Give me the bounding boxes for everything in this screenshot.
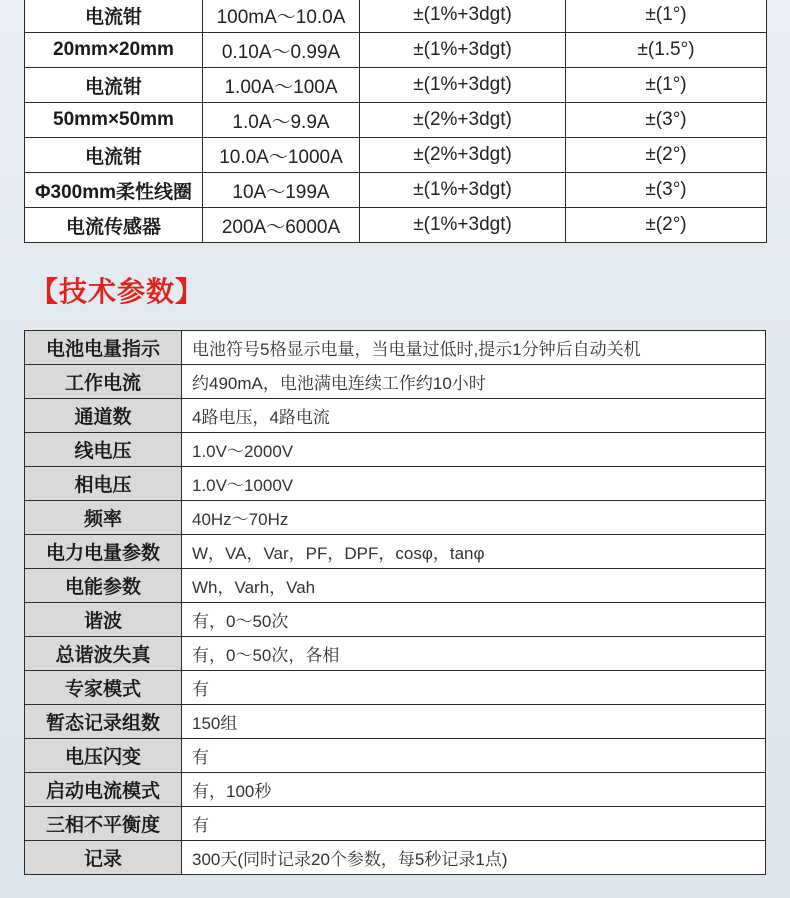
range-cell: 100mA～10.0A	[203, 0, 360, 33]
accuracy-table	[24, 0, 767, 243]
phase-cell: ±(2°)	[566, 138, 767, 173]
table-row	[25, 208, 767, 243]
spec-value: 有，100秒	[182, 773, 766, 807]
phase-cell: ±(1.5°)	[566, 33, 767, 68]
range-cell: 10A～199A	[203, 173, 360, 208]
table-row	[25, 773, 766, 807]
range-cell: 1.00A～100A	[203, 68, 360, 103]
table-row	[25, 173, 767, 208]
table-row	[25, 603, 766, 637]
clamp-name-cell: 20mm×20mm	[25, 33, 203, 68]
clamp-name-cell: 电流钳	[25, 138, 203, 173]
spec-label: 总谐波失真	[25, 637, 182, 671]
clamp-name-cell: 50mm×50mm	[25, 103, 203, 138]
spec-label: 谐波	[25, 603, 182, 637]
spec-value: 电池符号5格显示电量，当电量过低时,提示1分钟后自动关机	[182, 331, 766, 365]
spec-value: 1.0V～1000V	[182, 467, 766, 501]
accuracy-cell: ±(2%+3dgt)	[360, 138, 566, 173]
phase-cell: ±(3°)	[566, 173, 767, 208]
table-row	[25, 68, 767, 103]
table-row	[25, 33, 767, 68]
range-cell: 1.0A～9.9A	[203, 103, 360, 138]
clamp-name-cell: Φ300mm柔性线圈	[25, 173, 203, 208]
table-row	[25, 103, 767, 138]
table-row	[25, 467, 766, 501]
clamp-name-cell: 电流钳	[25, 68, 203, 103]
spec-label: 暂态记录组数	[25, 705, 182, 739]
accuracy-cell: ±(1%+3dgt)	[360, 208, 566, 243]
clamp-name-cell: 电流钳	[25, 0, 203, 33]
table-row	[25, 705, 766, 739]
clamp-name-cell: 电流传感器	[25, 208, 203, 243]
table-row	[25, 671, 766, 705]
spec-value: 150组	[182, 705, 766, 739]
spec-label: 电能参数	[25, 569, 182, 603]
range-cell: 10.0A～1000A	[203, 138, 360, 173]
section-title: 【技术参数】	[30, 276, 205, 307]
spec-label: 电力电量参数	[25, 535, 182, 569]
spec-label: 工作电流	[25, 365, 182, 399]
spec-value: 有	[182, 671, 766, 705]
table-row	[25, 841, 766, 875]
spec-value: 40Hz～70Hz	[182, 501, 766, 535]
spec-label: 电压闪变	[25, 739, 182, 773]
spec-label: 启动电流模式	[25, 773, 182, 807]
table-row	[25, 399, 766, 433]
spec-value: 有	[182, 739, 766, 773]
table-row	[25, 501, 766, 535]
table-row	[25, 138, 767, 173]
spec-label: 专家模式	[25, 671, 182, 705]
spec-value: 有	[182, 807, 766, 841]
phase-cell: ±(3°)	[566, 103, 767, 138]
table-row	[25, 637, 766, 671]
table-row	[25, 365, 766, 399]
spec-value: W，VA，Var，PF，DPF，cosφ，tanφ	[182, 535, 766, 569]
table-row	[25, 569, 766, 603]
table-row	[25, 0, 767, 33]
spec-label: 通道数	[25, 399, 182, 433]
spec-table	[24, 330, 766, 875]
range-cell: 0.10A～0.99A	[203, 33, 360, 68]
phase-cell: ±(1°)	[566, 0, 767, 33]
spec-value: Wh，Varh，Vah	[182, 569, 766, 603]
accuracy-cell: ±(1%+3dgt)	[360, 68, 566, 103]
spec-value: 4路电压，4路电流	[182, 399, 766, 433]
table-row	[25, 331, 766, 365]
spec-label: 记录	[25, 841, 182, 875]
table-row	[25, 433, 766, 467]
accuracy-cell: ±(1%+3dgt)	[360, 0, 566, 33]
range-cell: 200A～6000A	[203, 208, 360, 243]
spec-value: 有，0～50次，各相	[182, 637, 766, 671]
accuracy-cell: ±(2%+3dgt)	[360, 103, 566, 138]
table-row	[25, 535, 766, 569]
spec-value: 有，0～50次	[182, 603, 766, 637]
spec-label: 频率	[25, 501, 182, 535]
spec-label: 三相不平衡度	[25, 807, 182, 841]
spec-label: 线电压	[25, 433, 182, 467]
table-row	[25, 807, 766, 841]
phase-cell: ±(1°)	[566, 68, 767, 103]
spec-value: 300天(同时记录20个参数，每5秒记录1点)	[182, 841, 766, 875]
accuracy-cell: ±(1%+3dgt)	[360, 173, 566, 208]
table-row	[25, 739, 766, 773]
spec-label: 相电压	[25, 467, 182, 501]
spec-value: 约490mA，电池满电连续工作约10小时	[182, 365, 766, 399]
spec-value: 1.0V～2000V	[182, 433, 766, 467]
spec-label: 电池电量指示	[25, 331, 182, 365]
accuracy-cell: ±(1%+3dgt)	[360, 33, 566, 68]
phase-cell: ±(2°)	[566, 208, 767, 243]
